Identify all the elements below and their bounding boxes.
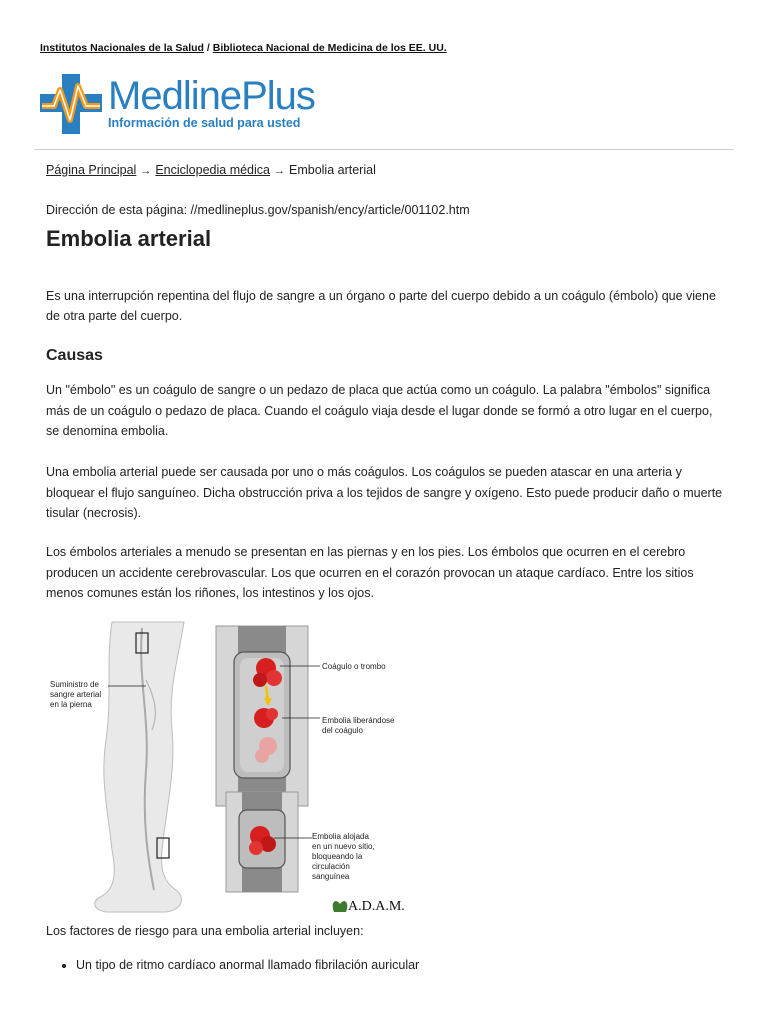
breadcrumb-encyclopedia[interactable]: Enciclopedia médica (155, 163, 270, 177)
intro-paragraph: Es una interrupción repentina del flujo de sangre a un órgano o parte del cuerpo debido a un coágulo (émbolo) que viene de otra parte del cuerpo. (46, 289, 716, 323)
figure-label-clot: Coágulo o trombo (322, 662, 386, 671)
list-item: • Un tipo de ritmo cardíaco anormal llamado fibrilación auricular (76, 958, 419, 972)
figure-label-line: sangre arterial (50, 690, 102, 699)
causes-paragraph: Los émbolos arteriales a menudo se presentan en las piernas y en los pies. Los émbolos que ocurren en el cerebro producen un accidente cerebrovascular. Los que ocurren en el corazón provocan un ataque cardíaco. Entre los sitios menos comunes están los riñones, los intestinos y los ojos. (46, 545, 694, 600)
adam-credit-logo: A.D.A.M. (348, 899, 405, 914)
figure-label-line: circulación (312, 862, 350, 871)
figure-label-line: bloqueando la (312, 852, 363, 861)
medlineplus-logo[interactable] (40, 72, 340, 138)
figure-label-line: del coágulo (322, 726, 363, 735)
nlm-link[interactable]: Biblioteca Nacional de Medicina de los EE. UU. (212, 42, 447, 54)
risk-factors-intro: Los factores de riesgo para una embolia arterial incluyen: (46, 924, 364, 938)
arterial-embolism-illustration[interactable] (46, 620, 412, 922)
header-divider (34, 149, 734, 150)
figure-label-supply (50, 680, 101, 710)
page-address: Dirección de esta página: //medlineplus.gov/spanish/ency/article/001102.htm (46, 203, 470, 217)
breadcrumb (46, 163, 376, 177)
nih-link[interactable]: Institutos Nacionales de la Salud (40, 42, 204, 54)
link-separator: / (203, 42, 213, 54)
figure-label-line: sanguínea (312, 872, 350, 881)
figure-label-line: Embolia liberándose (322, 716, 395, 725)
breadcrumb-home[interactable]: Página Principal (46, 163, 137, 177)
risk-factors-list (46, 958, 419, 972)
breadcrumb-current: Embolia arterial (289, 163, 376, 177)
top-agency-links (40, 42, 447, 54)
figure-label-line: Embolia alojada (312, 832, 369, 841)
logo-wordmark: MedlinePlus (108, 74, 315, 118)
breadcrumb-arrow-icon: → (274, 165, 285, 177)
figure-label-line: en la pierna (50, 700, 92, 709)
causes-paragraph: Una embolia arterial puede ser causada por uno o más coágulos. Los coágulos se pueden atascar en una arteria y bloquear el flujo sanguíneo. Dicha obstrucción priva a los tejidos de sangre y oxígeno. Esto puede producir daño o muerte tisular (necrosis). (46, 465, 723, 520)
medlineplus-logo-icon (40, 72, 102, 136)
figure-label-lodged (312, 832, 375, 882)
logo-tagline: Información de salud para usted (108, 116, 301, 130)
section-heading-causes: Causas (46, 347, 103, 364)
page-title: Embolia arterial (46, 226, 212, 251)
causes-paragraph: Un "émbolo" es un coágulo de sangre o un pedazo de placa que actúa como un coágulo. La palabra "émbolos" significa más de un coágulo o pedazo de placa. Cuando el coágulo viaja desde el lugar donde se formó a otro lugar en el cuerpo, se denomina embolia. (46, 383, 713, 438)
figure-label-line: Suministro de (50, 680, 99, 689)
figure-label-line: en un nuevo sitio, (312, 842, 375, 851)
figure-label-release (322, 716, 395, 736)
breadcrumb-arrow-icon: → (140, 165, 152, 177)
